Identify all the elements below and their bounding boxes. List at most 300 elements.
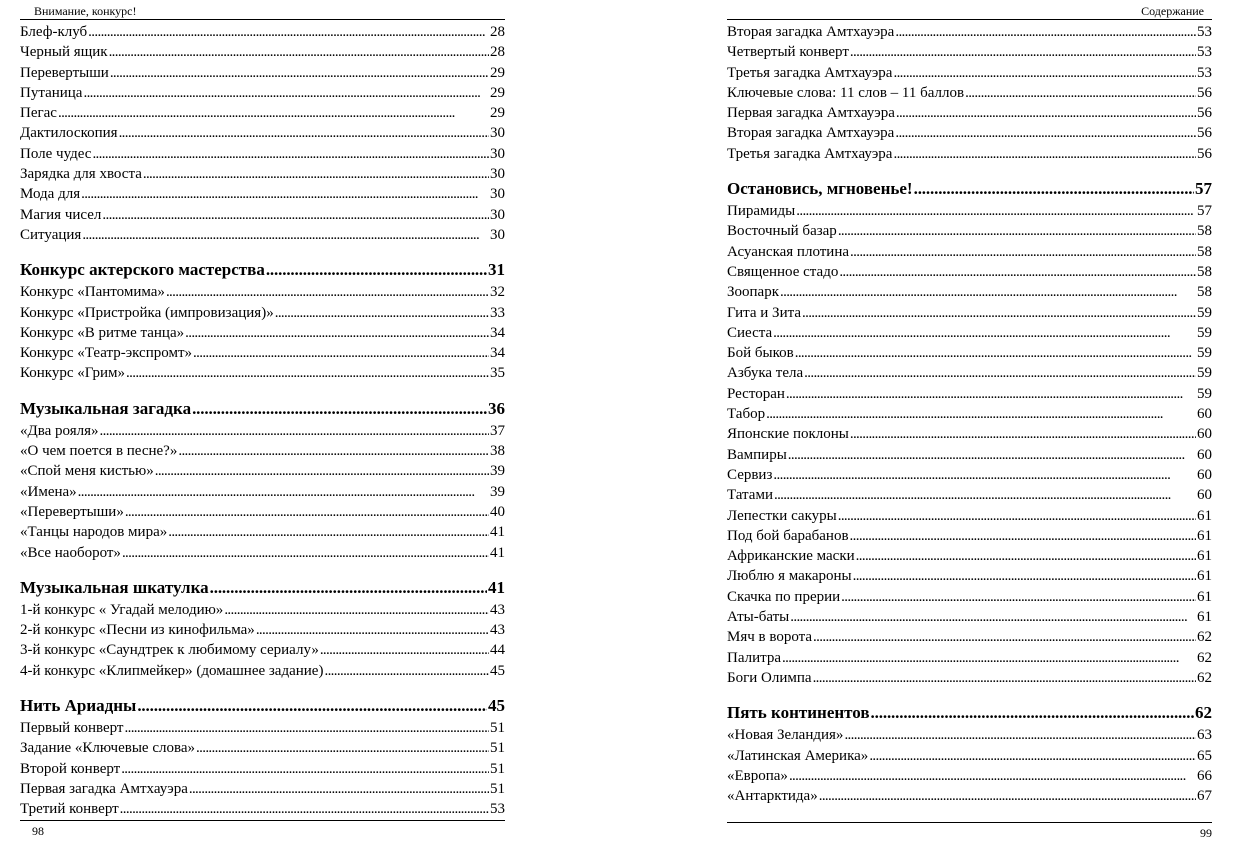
toc-entry-title: Вампиры	[727, 446, 787, 463]
toc-entry-title: Блеф-клуб	[20, 24, 88, 40]
toc-entry	[727, 587, 1212, 607]
toc-entry-title: «Имена»	[20, 483, 77, 500]
dot-leader	[850, 42, 1196, 62]
toc-entry	[20, 502, 505, 522]
toc-entry	[20, 718, 505, 738]
dot-leader	[790, 607, 1196, 627]
toc-entry	[20, 640, 505, 660]
toc-entry-page: 56	[1197, 145, 1212, 162]
toc-entry-title: Перевертыши	[20, 64, 109, 81]
page-number: 98	[20, 820, 505, 839]
toc-entry-title: Бой быков	[727, 345, 794, 362]
toc-entry-title: Первый конверт	[20, 720, 124, 737]
toc-entry-title: Африканские маски	[727, 548, 855, 565]
toc-entry-title: Ресторан	[727, 385, 785, 402]
dot-leader	[256, 620, 489, 640]
toc-entry	[727, 282, 1212, 302]
dot-leader	[88, 22, 489, 42]
dot-leader	[869, 746, 1196, 766]
toc-entry-page: 43	[490, 622, 505, 639]
dot-leader	[224, 600, 489, 620]
dot-leader	[914, 177, 1194, 201]
toc-entry-title: «Танцы народов мира»	[20, 524, 168, 541]
dot-leader	[192, 397, 487, 421]
toc-entry-page: 61	[1197, 507, 1212, 524]
toc-entry-title: «О чем поется в песне?»	[20, 443, 178, 460]
toc-entry-page: 65	[1197, 747, 1212, 764]
toc-entry	[727, 242, 1212, 262]
toc-entry-page: 60	[1197, 426, 1212, 443]
dot-leader	[782, 648, 1196, 668]
toc-entry-title: Зоопарк	[727, 284, 779, 301]
toc-entry	[727, 221, 1212, 241]
toc-entry	[20, 303, 505, 323]
toc-section-heading	[727, 701, 1212, 725]
toc-entry-page: 53	[1197, 64, 1212, 81]
dot-leader	[110, 63, 489, 83]
toc-entry-title: Третья загадка Амтхауэра	[727, 64, 893, 81]
toc-entry-title: «Латинская Америка»	[727, 747, 869, 764]
toc-entry-page: 61	[1197, 588, 1212, 605]
toc-entry	[727, 526, 1212, 546]
toc-list	[727, 20, 1212, 806]
toc-entry-page: 51	[490, 720, 505, 737]
dot-leader	[895, 22, 1196, 42]
dot-leader	[802, 303, 1196, 323]
toc-entry-page: 62	[1197, 669, 1212, 686]
toc-entry-page: 62	[1195, 703, 1212, 723]
toc-entry-title: «Все наоборот»	[20, 544, 121, 561]
dot-leader	[324, 661, 489, 681]
toc-entry-page: 29	[490, 64, 505, 81]
toc-entry-page: 59	[1197, 345, 1212, 362]
dot-leader	[773, 323, 1196, 343]
toc-entry	[727, 201, 1212, 221]
dot-leader	[895, 123, 1196, 143]
toc-entry-page: 31	[488, 260, 505, 280]
toc-entry-page: 34	[490, 345, 505, 362]
toc-entry	[20, 343, 505, 363]
dot-leader	[120, 799, 489, 819]
toc-entry-page: 60	[1197, 406, 1212, 423]
toc-entry-title: Второй конверт	[20, 760, 121, 777]
toc-entry-title: «Европа»	[727, 767, 788, 784]
toc-entry	[727, 766, 1212, 786]
toc-entry-title: Конкурс «Грим»	[20, 365, 126, 382]
toc-section-heading	[727, 177, 1212, 201]
toc-entry	[20, 184, 505, 204]
toc-section-heading	[20, 694, 505, 718]
toc-entry	[20, 799, 505, 819]
dot-leader	[121, 759, 489, 779]
toc-entry-title: Путаница	[20, 84, 83, 101]
toc-entry	[727, 445, 1212, 465]
toc-entry	[727, 546, 1212, 566]
toc-entry-page: 28	[490, 44, 505, 61]
toc-entry-title: Ситуация	[20, 226, 82, 243]
toc-entry-page: 59	[1197, 365, 1212, 382]
toc-entry	[727, 607, 1212, 627]
dot-leader	[126, 363, 489, 383]
toc-entry-title: Татами	[727, 487, 773, 504]
toc-entry	[20, 323, 505, 343]
dot-leader	[804, 363, 1196, 383]
dot-leader	[844, 725, 1196, 745]
toc-entry-title: Пегас	[20, 105, 57, 122]
toc-entry	[20, 63, 505, 83]
dot-leader	[193, 343, 489, 363]
toc-entry-page: 58	[1197, 284, 1212, 301]
toc-entry	[727, 465, 1212, 485]
toc-entry-page: 44	[490, 642, 505, 659]
toc-entry-page: 53	[1197, 44, 1212, 61]
toc-entry-page: 30	[490, 145, 505, 162]
toc-entry-page: 60	[1197, 466, 1212, 483]
toc-entry-title: 1-й конкурс « Угадай мелодию»	[20, 601, 224, 618]
toc-entry-page: 30	[490, 166, 505, 183]
dot-leader	[893, 63, 1196, 83]
toc-entry-title: Первая загадка Амтхауэра	[20, 780, 188, 797]
toc-entry-page: 41	[490, 544, 505, 561]
toc-entry-title: Боги Олимпа	[727, 669, 812, 686]
toc-entry-title: Третий конверт	[20, 801, 119, 818]
toc-entry-page: 63	[1197, 727, 1212, 744]
toc-entry-title: Нить Ариадны	[20, 696, 137, 716]
toc-entry-page: 53	[1197, 24, 1212, 40]
toc-entry-title: Ключевые слова: 11 слов – 11 баллов	[727, 84, 965, 101]
toc-entry-title: Аты-баты	[727, 609, 790, 626]
dot-leader	[796, 201, 1196, 221]
dot-leader	[78, 482, 489, 502]
dot-leader	[853, 566, 1196, 586]
toc-section-heading	[20, 258, 505, 282]
dot-leader	[82, 225, 489, 245]
dot-leader	[125, 718, 490, 738]
dot-leader	[125, 502, 489, 522]
dot-leader	[965, 83, 1196, 103]
toc-entry-page: 59	[1197, 385, 1212, 402]
toc-entry-title: Магия чисел	[20, 206, 102, 223]
dot-leader	[178, 441, 489, 461]
toc-entry-page: 41	[490, 524, 505, 541]
toc-entry-title: Священное стадо	[727, 263, 839, 280]
toc-entry-page: 30	[490, 125, 505, 142]
toc-entry-title: Люблю я макароны	[727, 568, 852, 585]
toc-entry-title: «Новая Зеландия»	[727, 727, 844, 744]
left-page	[20, 0, 505, 842]
toc-entry-title: Сиеста	[727, 324, 773, 341]
toc-entry	[20, 482, 505, 502]
toc-entry-title: 3-й конкурс «Саундтрек к любимому сериалу»	[20, 642, 319, 659]
toc-entry-page: 39	[490, 483, 505, 500]
toc-entry	[20, 421, 505, 441]
toc-entry-page: 53	[490, 801, 505, 818]
toc-entry-page: 30	[490, 186, 505, 203]
toc-entry-title: «Антарктида»	[727, 788, 818, 805]
dot-leader	[786, 384, 1196, 404]
dot-leader	[856, 546, 1196, 566]
toc-entry-page: 60	[1197, 487, 1212, 504]
toc-entry	[727, 506, 1212, 526]
toc-entry	[20, 83, 505, 103]
toc-entry-page: 60	[1197, 446, 1212, 463]
toc-entry	[727, 323, 1212, 343]
toc-entry-page: 33	[490, 304, 505, 321]
dot-leader	[850, 424, 1196, 444]
dot-leader	[780, 282, 1196, 302]
toc-entry-page: 61	[1197, 548, 1212, 565]
toc-entry-page: 34	[490, 324, 505, 341]
toc-entry-title: Азбука тела	[727, 365, 804, 382]
toc-entry	[20, 522, 505, 542]
right-page	[727, 0, 1212, 842]
toc-entry-page: 28	[490, 24, 505, 40]
toc-entry-title: Вторая загадка Амтхауэра	[727, 24, 895, 40]
toc-entry	[20, 123, 505, 143]
toc-entry	[727, 22, 1212, 42]
dot-leader	[210, 576, 487, 600]
toc-entry-title: Под бой барабанов	[727, 527, 849, 544]
toc-entry-page: 62	[1197, 629, 1212, 646]
toc-entry	[20, 543, 505, 563]
toc-entry-page: 59	[1197, 304, 1212, 321]
toc-entry	[727, 627, 1212, 647]
toc-entry-page: 30	[490, 206, 505, 223]
toc-entry-page: 58	[1197, 263, 1212, 280]
toc-entry	[727, 103, 1212, 123]
toc-entry-page: 37	[490, 422, 505, 439]
toc-entry	[20, 42, 505, 62]
dot-leader	[185, 323, 489, 343]
toc-entry	[727, 262, 1212, 282]
toc-entry-page: 36	[488, 398, 505, 418]
toc-entry-page: 51	[490, 780, 505, 797]
toc-entry	[20, 738, 505, 758]
dot-leader	[871, 701, 1194, 725]
toc-entry-page: 35	[490, 365, 505, 382]
toc-entry-page: 45	[488, 696, 505, 716]
dot-leader	[166, 282, 489, 302]
toc-entry-title: Конкурс «Пантомима»	[20, 284, 165, 301]
toc-entry	[727, 786, 1212, 806]
running-header: Содержание	[727, 0, 1212, 20]
toc-entry-page: 56	[1197, 105, 1212, 122]
toc-entry-title: Лепестки сакуры	[727, 507, 837, 524]
toc-entry-title: «Перевертыши»	[20, 503, 124, 520]
toc-entry-title: Асуанская плотина	[727, 243, 850, 260]
toc-entry-title: Палитра	[727, 649, 782, 666]
toc-entry-title: 4-й конкурс «Клипмейкер» (домашнее задание)	[20, 662, 324, 679]
toc-entry	[20, 164, 505, 184]
toc-entry-title: Остановись, мгновенье!	[727, 179, 913, 199]
toc-entry-page: 43	[490, 601, 505, 618]
dot-leader	[189, 779, 489, 799]
toc-entry	[727, 363, 1212, 383]
dot-leader	[83, 83, 489, 103]
toc-entry-page: 29	[490, 105, 505, 122]
dot-leader	[838, 221, 1196, 241]
dot-leader	[143, 164, 489, 184]
dot-leader	[266, 258, 487, 282]
toc-entry-page: 32	[490, 284, 505, 301]
toc-entry-page: 41	[488, 577, 505, 597]
toc-entry-page: 62	[1197, 649, 1212, 666]
toc-entry-title: «Два рояля»	[20, 422, 99, 439]
toc-section-heading	[20, 576, 505, 600]
dot-leader	[81, 184, 489, 204]
toc-entry-page: 29	[490, 84, 505, 101]
toc-entry	[727, 384, 1212, 404]
toc-entry-page: 59	[1197, 324, 1212, 341]
toc-entry-page: 61	[1197, 527, 1212, 544]
dot-leader	[841, 587, 1196, 607]
dot-leader	[893, 144, 1196, 164]
dot-leader	[102, 205, 489, 225]
toc-entry-title: Задание «Ключевые слова»	[20, 740, 196, 757]
dot-leader	[788, 445, 1196, 465]
toc-entry	[20, 22, 505, 42]
toc-entry	[727, 566, 1212, 586]
dot-leader	[850, 526, 1196, 546]
toc-entry-page: 58	[1197, 243, 1212, 260]
toc-entry-page: 57	[1197, 203, 1212, 220]
dot-leader	[196, 738, 489, 758]
toc-entry	[20, 600, 505, 620]
toc-entry-page: 39	[490, 463, 505, 480]
dot-leader	[137, 694, 487, 718]
toc-entry	[20, 282, 505, 302]
toc-entry-page: 30	[490, 226, 505, 243]
toc-entry	[727, 725, 1212, 745]
toc-entry-title: Скачка по прерии	[727, 588, 841, 605]
dot-leader	[320, 640, 489, 660]
toc-entry-title: Музыкальная загадка	[20, 398, 192, 418]
toc-entry-page: 38	[490, 443, 505, 460]
toc-entry-page: 67	[1197, 788, 1212, 805]
toc-entry-title: Восточный базар	[727, 223, 837, 240]
toc-entry	[727, 343, 1212, 363]
toc-list	[20, 20, 505, 820]
toc-entry-title: Японские поклоны	[727, 426, 849, 443]
toc-entry-title: Мяч в ворота	[727, 629, 813, 646]
toc-entry	[727, 424, 1212, 444]
toc-entry	[20, 461, 505, 481]
toc-entry	[727, 144, 1212, 164]
toc-entry-page: 58	[1197, 223, 1212, 240]
toc-entry-title: Дактилоскопия	[20, 125, 118, 142]
dot-leader	[92, 144, 489, 164]
toc-entry	[20, 620, 505, 640]
toc-entry-title: Гита и Зита	[727, 304, 801, 321]
toc-entry-title: 2-й конкурс «Песни из кинофильма»	[20, 622, 255, 639]
toc-entry	[727, 404, 1212, 424]
toc-entry-title: Конкурс «Театр-экспромт»	[20, 345, 193, 362]
dot-leader	[896, 103, 1196, 123]
toc-entry	[20, 205, 505, 225]
dot-leader	[850, 242, 1196, 262]
dot-leader	[766, 404, 1196, 424]
toc-entry-page: 56	[1197, 84, 1212, 101]
toc-entry-page: 66	[1197, 767, 1212, 784]
toc-entry-title: «Спой меня кистью»	[20, 463, 154, 480]
toc-entry-title: Пирамиды	[727, 203, 796, 220]
dot-leader	[819, 786, 1196, 806]
dot-leader	[275, 303, 489, 323]
toc-entry-title: Музыкальная шкатулка	[20, 577, 209, 597]
dot-leader	[789, 766, 1196, 786]
dot-leader	[155, 461, 489, 481]
toc-entry-title: Конкурс «В ритме танца»	[20, 324, 185, 341]
toc-entry-title: Поле чудес	[20, 145, 92, 162]
dot-leader	[58, 103, 489, 123]
toc-entry-page: 56	[1197, 125, 1212, 142]
toc-entry	[20, 779, 505, 799]
dot-leader	[795, 343, 1196, 363]
toc-entry	[20, 363, 505, 383]
toc-entry-page: 51	[490, 760, 505, 777]
dot-leader	[168, 522, 489, 542]
toc-entry-page: 51	[490, 740, 505, 757]
dot-leader	[119, 123, 489, 143]
toc-entry-title: Черный ящик	[20, 44, 108, 61]
toc-entry-title: Пять континентов	[727, 703, 870, 723]
dot-leader	[813, 627, 1196, 647]
toc-entry	[727, 123, 1212, 143]
toc-entry	[727, 668, 1212, 688]
toc-entry-title: Сервиз	[727, 466, 773, 483]
toc-entry	[727, 42, 1212, 62]
toc-entry-title: Конкурс «Пристройка (импровизация)»	[20, 304, 274, 321]
toc-entry	[20, 225, 505, 245]
toc-entry-title: Четвертый конверт	[727, 44, 849, 61]
toc-entry	[20, 144, 505, 164]
toc-entry	[727, 746, 1212, 766]
toc-entry-page: 61	[1197, 568, 1212, 585]
toc-entry	[20, 441, 505, 461]
dot-leader	[773, 465, 1196, 485]
dot-leader	[109, 42, 489, 62]
dot-leader	[839, 262, 1196, 282]
toc-entry-title: Третья загадка Амтхауэра	[727, 145, 893, 162]
dot-leader	[100, 421, 489, 441]
toc-entry-page: 57	[1195, 179, 1212, 199]
toc-entry	[727, 485, 1212, 505]
toc-entry-title: Мода для	[20, 186, 81, 203]
toc-entry	[727, 83, 1212, 103]
dot-leader	[813, 668, 1196, 688]
page-number: 99	[727, 822, 1212, 841]
toc-entry-title: Зарядка для хвоста	[20, 166, 142, 183]
toc-entry-page: 45	[490, 662, 505, 679]
toc-entry-page: 61	[1197, 609, 1212, 626]
toc-entry-title: Конкурс актерского мастерства	[20, 260, 265, 280]
toc-entry-title: Табор	[727, 406, 766, 423]
toc-section-heading	[20, 397, 505, 421]
toc-entry	[727, 303, 1212, 323]
toc-entry-title: Первая загадка Амтхауэра	[727, 105, 895, 122]
dot-leader	[838, 506, 1196, 526]
toc-entry	[727, 63, 1212, 83]
toc-entry	[20, 103, 505, 123]
dot-leader	[122, 543, 489, 563]
toc-entry-page: 40	[490, 503, 505, 520]
toc-entry-title: Вторая загадка Амтхауэра	[727, 125, 895, 142]
toc-entry	[727, 648, 1212, 668]
toc-entry	[20, 661, 505, 681]
running-header: Внимание, конкурс!	[20, 0, 505, 20]
dot-leader	[774, 485, 1196, 505]
toc-entry	[20, 759, 505, 779]
